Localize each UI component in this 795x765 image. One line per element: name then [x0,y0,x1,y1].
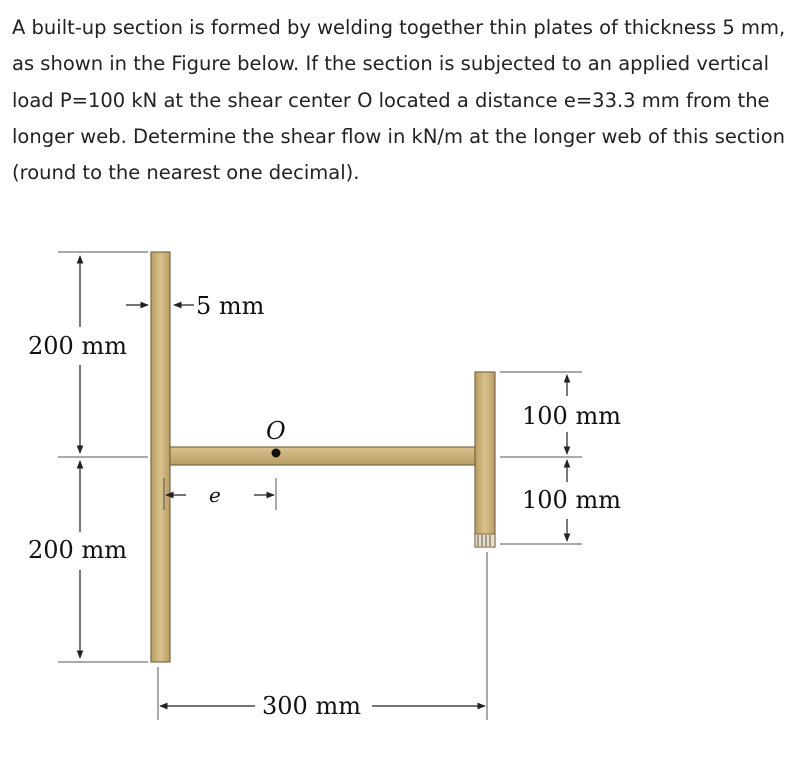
thickness-label: 5 mm [196,292,265,320]
short-web-plate [475,372,495,547]
flange-plate [170,447,475,465]
problem-statement: A built-up section is formed by welding together thin plates of thickness 5 mm, as shown in the Figure below. If the section is subjected to an applied vertical load P=100 kN at the shear center O located a distance e=33.3 mm from the longer web. Determine the shear flow in kN/m at the longer web of this section (round to the nearest one decimal). [12,16,786,185]
flange-width-label: 300 mm [262,692,361,720]
long-web-plate [151,252,170,662]
upper-right-height-label: 100 mm [522,402,621,430]
lower-right-height-label: 100 mm [522,486,621,514]
shear-center-label: O [266,417,286,445]
lower-left-height-label: 200 mm [28,536,127,564]
eccentricity-label: e [209,483,221,507]
upper-left-height-label: 200 mm [28,332,127,360]
shear-center-point [272,449,281,458]
